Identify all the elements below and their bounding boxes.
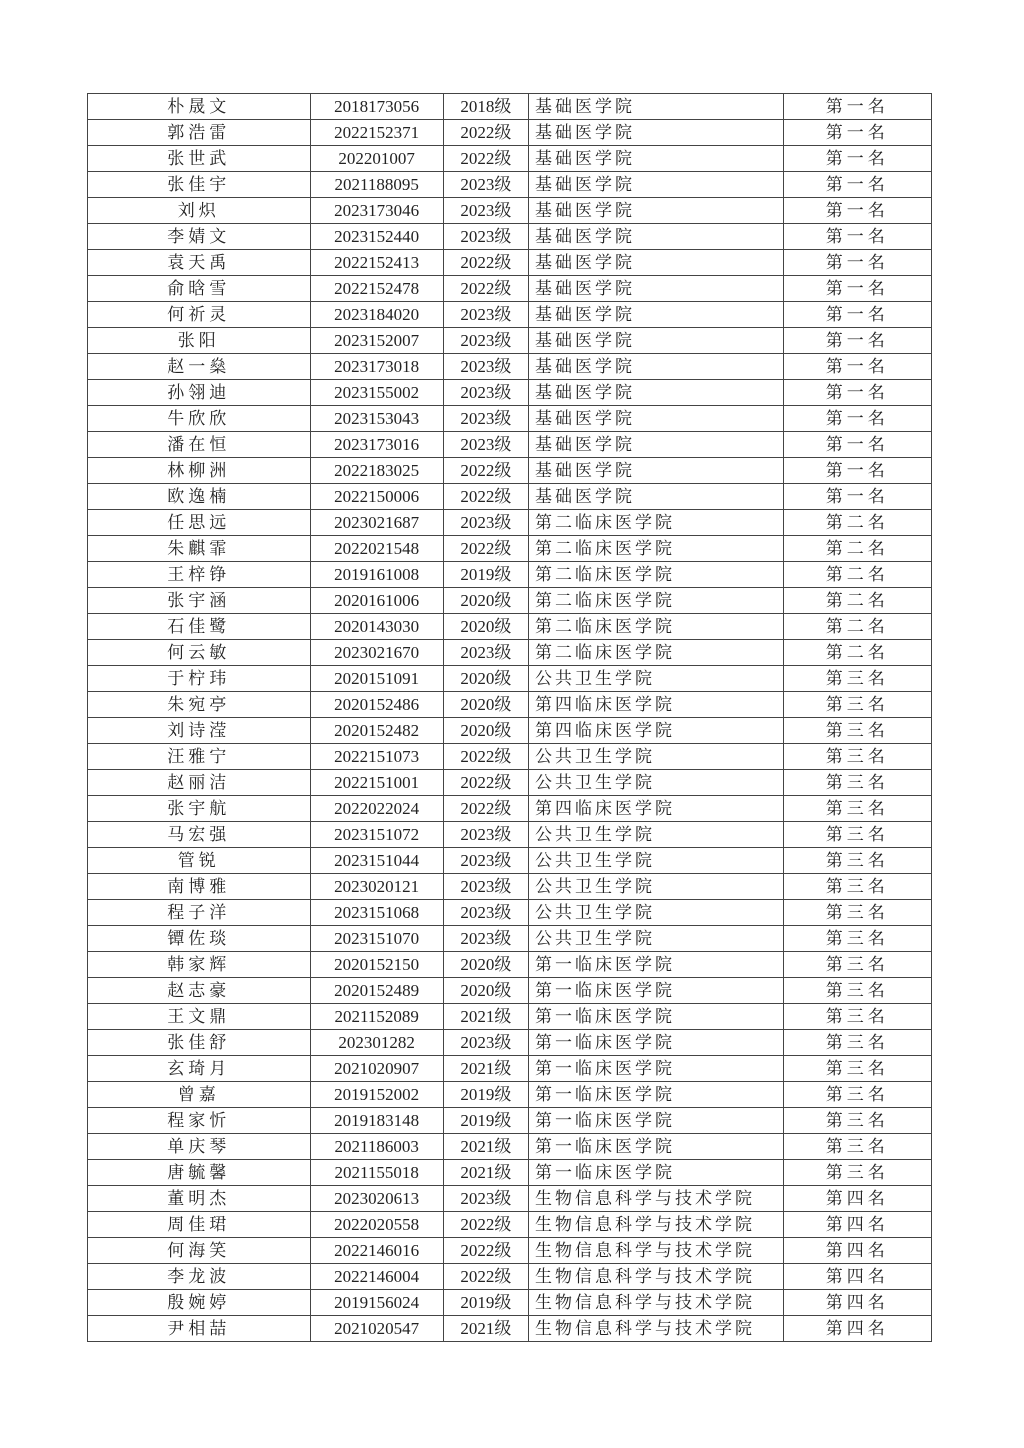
table-row bbox=[88, 978, 932, 1004]
rank-cell: 第二名 bbox=[783, 640, 931, 666]
student-name-cell: 赵一燊 bbox=[88, 354, 311, 380]
college-cell: 基础医学院 bbox=[529, 302, 784, 328]
rank-cell: 第二名 bbox=[783, 510, 931, 536]
student-id-cell: 2021186003 bbox=[310, 1134, 443, 1160]
student-id-cell: 2023151070 bbox=[310, 926, 443, 952]
college-cell: 第一临床医学院 bbox=[529, 1056, 784, 1082]
college-cell: 基础医学院 bbox=[529, 432, 784, 458]
grade-cell: 2022级 bbox=[443, 250, 528, 276]
rank-cell: 第一名 bbox=[783, 172, 931, 198]
student-id-cell: 2022151073 bbox=[310, 744, 443, 770]
student-name-cell: 朱麒霏 bbox=[88, 536, 311, 562]
grade-cell: 2020级 bbox=[443, 666, 528, 692]
table-row bbox=[88, 1108, 932, 1134]
college-cell: 第四临床医学院 bbox=[529, 796, 784, 822]
grade-cell: 2023级 bbox=[443, 380, 528, 406]
student-name-cell: 管锐 bbox=[88, 848, 311, 874]
student-name-cell: 曾嘉 bbox=[88, 1082, 311, 1108]
rank-cell: 第一名 bbox=[783, 380, 931, 406]
grade-cell: 2020级 bbox=[443, 588, 528, 614]
college-cell: 基础医学院 bbox=[529, 250, 784, 276]
student-id-cell: 2022146016 bbox=[310, 1238, 443, 1264]
student-id-cell: 2020152486 bbox=[310, 692, 443, 718]
student-id-cell: 2023021670 bbox=[310, 640, 443, 666]
grade-cell: 2023级 bbox=[443, 1186, 528, 1212]
grade-cell: 2020级 bbox=[443, 952, 528, 978]
student-name-cell: 何祈灵 bbox=[88, 302, 311, 328]
table-row bbox=[88, 510, 932, 536]
table-row bbox=[88, 744, 932, 770]
table-row bbox=[88, 224, 932, 250]
rank-cell: 第二名 bbox=[783, 614, 931, 640]
table-row bbox=[88, 1082, 932, 1108]
student-name-cell: 程子洋 bbox=[88, 900, 311, 926]
student-id-cell: 2022021548 bbox=[310, 536, 443, 562]
table-row bbox=[88, 796, 932, 822]
grade-cell: 2022级 bbox=[443, 1212, 528, 1238]
student-id-cell: 202201007 bbox=[310, 146, 443, 172]
student-id-cell: 202301282 bbox=[310, 1030, 443, 1056]
student-id-cell: 2020152150 bbox=[310, 952, 443, 978]
student-id-cell: 2023020121 bbox=[310, 874, 443, 900]
rank-cell: 第三名 bbox=[783, 718, 931, 744]
table-row bbox=[88, 1160, 932, 1186]
student-id-cell: 2022151001 bbox=[310, 770, 443, 796]
grade-cell: 2023级 bbox=[443, 510, 528, 536]
college-cell: 基础医学院 bbox=[529, 276, 784, 302]
table-row bbox=[88, 640, 932, 666]
table-row bbox=[88, 250, 932, 276]
grade-cell: 2022级 bbox=[443, 1264, 528, 1290]
rank-cell: 第四名 bbox=[783, 1212, 931, 1238]
student-name-cell: 南博雅 bbox=[88, 874, 311, 900]
student-id-cell: 2023151072 bbox=[310, 822, 443, 848]
student-id-cell: 2022146004 bbox=[310, 1264, 443, 1290]
student-name-cell: 石佳鹭 bbox=[88, 614, 311, 640]
student-id-cell: 2023173046 bbox=[310, 198, 443, 224]
grade-cell: 2021级 bbox=[443, 1134, 528, 1160]
student-name-cell: 张世武 bbox=[88, 146, 311, 172]
table-row bbox=[88, 926, 932, 952]
student-name-cell: 王梓铮 bbox=[88, 562, 311, 588]
student-id-cell: 2018173056 bbox=[310, 94, 443, 120]
table-row bbox=[88, 328, 932, 354]
table-row bbox=[88, 146, 932, 172]
student-id-cell: 2020161006 bbox=[310, 588, 443, 614]
table-row bbox=[88, 718, 932, 744]
student-name-cell: 刘炽 bbox=[88, 198, 311, 224]
student-name-cell: 王文鼎 bbox=[88, 1004, 311, 1030]
table-row bbox=[88, 1186, 932, 1212]
student-name-cell: 赵丽洁 bbox=[88, 770, 311, 796]
table-row bbox=[88, 354, 932, 380]
grade-cell: 2021级 bbox=[443, 1004, 528, 1030]
grade-cell: 2023级 bbox=[443, 328, 528, 354]
grade-cell: 2022级 bbox=[443, 120, 528, 146]
student-id-cell: 2021188095 bbox=[310, 172, 443, 198]
college-cell: 基础医学院 bbox=[529, 484, 784, 510]
rank-cell: 第三名 bbox=[783, 926, 931, 952]
rank-cell: 第四名 bbox=[783, 1238, 931, 1264]
rank-cell: 第三名 bbox=[783, 1082, 931, 1108]
grade-cell: 2023级 bbox=[443, 640, 528, 666]
rank-cell: 第三名 bbox=[783, 1056, 931, 1082]
student-name-cell: 张佳宇 bbox=[88, 172, 311, 198]
grade-cell: 2023级 bbox=[443, 406, 528, 432]
college-cell: 基础医学院 bbox=[529, 328, 784, 354]
rank-cell: 第一名 bbox=[783, 484, 931, 510]
table-row bbox=[88, 666, 932, 692]
student-id-cell: 2021152089 bbox=[310, 1004, 443, 1030]
rank-cell: 第一名 bbox=[783, 94, 931, 120]
rank-cell: 第三名 bbox=[783, 822, 931, 848]
college-cell: 第一临床医学院 bbox=[529, 1004, 784, 1030]
student-name-cell: 韩家辉 bbox=[88, 952, 311, 978]
grade-cell: 2022级 bbox=[443, 744, 528, 770]
student-name-cell: 孙翎迪 bbox=[88, 380, 311, 406]
college-cell: 基础医学院 bbox=[529, 406, 784, 432]
college-cell: 第二临床医学院 bbox=[529, 562, 784, 588]
student-name-cell: 刘诗滢 bbox=[88, 718, 311, 744]
grade-cell: 2023级 bbox=[443, 822, 528, 848]
student-name-cell: 何云敏 bbox=[88, 640, 311, 666]
college-cell: 第一临床医学院 bbox=[529, 952, 784, 978]
grade-cell: 2020级 bbox=[443, 978, 528, 1004]
student-id-cell: 2022152371 bbox=[310, 120, 443, 146]
student-name-cell: 郭浩雷 bbox=[88, 120, 311, 146]
college-cell: 基础医学院 bbox=[529, 172, 784, 198]
rank-cell: 第四名 bbox=[783, 1264, 931, 1290]
student-id-cell: 2023151068 bbox=[310, 900, 443, 926]
student-name-cell: 尹相喆 bbox=[88, 1316, 311, 1342]
college-cell: 第二临床医学院 bbox=[529, 640, 784, 666]
student-name-cell: 张宇涵 bbox=[88, 588, 311, 614]
table-row bbox=[88, 848, 932, 874]
rank-cell: 第一名 bbox=[783, 406, 931, 432]
table-row bbox=[88, 900, 932, 926]
student-name-cell: 潘在恒 bbox=[88, 432, 311, 458]
student-name-cell: 牛欣欣 bbox=[88, 406, 311, 432]
student-id-cell: 2021020907 bbox=[310, 1056, 443, 1082]
college-cell: 第四临床医学院 bbox=[529, 718, 784, 744]
student-id-cell: 2023152007 bbox=[310, 328, 443, 354]
student-name-cell: 俞晗雪 bbox=[88, 276, 311, 302]
college-cell: 基础医学院 bbox=[529, 380, 784, 406]
rank-cell: 第三名 bbox=[783, 848, 931, 874]
student-id-cell: 2019156024 bbox=[310, 1290, 443, 1316]
table-row bbox=[88, 614, 932, 640]
rank-cell: 第四名 bbox=[783, 1290, 931, 1316]
college-cell: 公共卫生学院 bbox=[529, 926, 784, 952]
student-id-cell: 2022152478 bbox=[310, 276, 443, 302]
rank-cell: 第一名 bbox=[783, 458, 931, 484]
table-row bbox=[88, 1264, 932, 1290]
table-row bbox=[88, 1004, 932, 1030]
college-cell: 公共卫生学院 bbox=[529, 874, 784, 900]
college-cell: 第二临床医学院 bbox=[529, 588, 784, 614]
grade-cell: 2021级 bbox=[443, 1056, 528, 1082]
table-row bbox=[88, 1030, 932, 1056]
student-id-cell: 2023020613 bbox=[310, 1186, 443, 1212]
table-row bbox=[88, 172, 932, 198]
grade-cell: 2020级 bbox=[443, 718, 528, 744]
grade-cell: 2022级 bbox=[443, 276, 528, 302]
rank-cell: 第三名 bbox=[783, 952, 931, 978]
student-name-cell: 林柳洲 bbox=[88, 458, 311, 484]
student-name-cell: 马宏强 bbox=[88, 822, 311, 848]
college-cell: 生物信息科学与技术学院 bbox=[529, 1290, 784, 1316]
student-name-cell: 汪雅宁 bbox=[88, 744, 311, 770]
college-cell: 第四临床医学院 bbox=[529, 692, 784, 718]
rank-cell: 第三名 bbox=[783, 978, 931, 1004]
table-row bbox=[88, 1056, 932, 1082]
rank-cell: 第三名 bbox=[783, 666, 931, 692]
grade-cell: 2022级 bbox=[443, 770, 528, 796]
college-cell: 基础医学院 bbox=[529, 224, 784, 250]
grade-cell: 2023级 bbox=[443, 848, 528, 874]
student-name-cell: 朴晟文 bbox=[88, 94, 311, 120]
table-row bbox=[88, 770, 932, 796]
student-id-cell: 2019183148 bbox=[310, 1108, 443, 1134]
student-id-cell: 2019161008 bbox=[310, 562, 443, 588]
grade-cell: 2022级 bbox=[443, 484, 528, 510]
rank-cell: 第一名 bbox=[783, 276, 931, 302]
student-name-cell: 朱宛亭 bbox=[88, 692, 311, 718]
grade-cell: 2022级 bbox=[443, 146, 528, 172]
rank-cell: 第四名 bbox=[783, 1186, 931, 1212]
student-id-cell: 2022150006 bbox=[310, 484, 443, 510]
college-cell: 基础医学院 bbox=[529, 354, 784, 380]
grade-cell: 2020级 bbox=[443, 614, 528, 640]
student-id-cell: 2023155002 bbox=[310, 380, 443, 406]
student-name-cell: 镡佐琰 bbox=[88, 926, 311, 952]
table-row bbox=[88, 874, 932, 900]
student-name-cell: 玄琦月 bbox=[88, 1056, 311, 1082]
table-row bbox=[88, 1212, 932, 1238]
rank-cell: 第三名 bbox=[783, 900, 931, 926]
college-cell: 生物信息科学与技术学院 bbox=[529, 1238, 784, 1264]
student-name-cell: 张阳 bbox=[88, 328, 311, 354]
college-cell: 第二临床医学院 bbox=[529, 536, 784, 562]
student-name-cell: 单庆琴 bbox=[88, 1134, 311, 1160]
grade-cell: 2019级 bbox=[443, 562, 528, 588]
table-row bbox=[88, 198, 932, 224]
grade-cell: 2020级 bbox=[443, 692, 528, 718]
college-cell: 基础医学院 bbox=[529, 120, 784, 146]
table-row bbox=[88, 1134, 932, 1160]
student-name-cell: 欧逸楠 bbox=[88, 484, 311, 510]
student-id-cell: 2020152482 bbox=[310, 718, 443, 744]
grade-cell: 2019级 bbox=[443, 1290, 528, 1316]
student-id-cell: 2021155018 bbox=[310, 1160, 443, 1186]
student-id-cell: 2020143030 bbox=[310, 614, 443, 640]
college-cell: 基础医学院 bbox=[529, 94, 784, 120]
table-row bbox=[88, 432, 932, 458]
college-cell: 生物信息科学与技术学院 bbox=[529, 1186, 784, 1212]
student-id-cell: 2023173016 bbox=[310, 432, 443, 458]
student-name-cell: 李婧文 bbox=[88, 224, 311, 250]
college-cell: 第二临床医学院 bbox=[529, 614, 784, 640]
table-row bbox=[88, 458, 932, 484]
student-id-cell: 2022022024 bbox=[310, 796, 443, 822]
rank-cell: 第二名 bbox=[783, 562, 931, 588]
student-id-cell: 2023151044 bbox=[310, 848, 443, 874]
student-id-cell: 2019152002 bbox=[310, 1082, 443, 1108]
college-cell: 公共卫生学院 bbox=[529, 900, 784, 926]
grade-cell: 2023级 bbox=[443, 302, 528, 328]
rank-cell: 第三名 bbox=[783, 770, 931, 796]
table-row bbox=[88, 692, 932, 718]
table-row bbox=[88, 94, 932, 120]
student-name-cell: 赵志豪 bbox=[88, 978, 311, 1004]
college-cell: 生物信息科学与技术学院 bbox=[529, 1212, 784, 1238]
student-id-cell: 2022020558 bbox=[310, 1212, 443, 1238]
rank-cell: 第三名 bbox=[783, 1030, 931, 1056]
rank-cell: 第一名 bbox=[783, 354, 931, 380]
grade-cell: 2023级 bbox=[443, 874, 528, 900]
grade-cell: 2019级 bbox=[443, 1082, 528, 1108]
college-cell: 生物信息科学与技术学院 bbox=[529, 1316, 784, 1342]
student-id-cell: 2022152413 bbox=[310, 250, 443, 276]
student-id-cell: 2020151091 bbox=[310, 666, 443, 692]
rank-cell: 第二名 bbox=[783, 536, 931, 562]
student-name-cell: 殷婉婷 bbox=[88, 1290, 311, 1316]
grade-cell: 2023级 bbox=[443, 172, 528, 198]
grade-cell: 2023级 bbox=[443, 224, 528, 250]
rank-cell: 第四名 bbox=[783, 1316, 931, 1342]
grade-cell: 2022级 bbox=[443, 1238, 528, 1264]
rank-cell: 第三名 bbox=[783, 874, 931, 900]
student-name-cell: 何海笑 bbox=[88, 1238, 311, 1264]
college-cell: 第一临床医学院 bbox=[529, 1160, 784, 1186]
rank-cell: 第三名 bbox=[783, 744, 931, 770]
student-id-cell: 2023173018 bbox=[310, 354, 443, 380]
rank-cell: 第一名 bbox=[783, 146, 931, 172]
student-name-cell: 李龙波 bbox=[88, 1264, 311, 1290]
student-id-cell: 2023152440 bbox=[310, 224, 443, 250]
table-row bbox=[88, 562, 932, 588]
rank-cell: 第二名 bbox=[783, 588, 931, 614]
rank-cell: 第三名 bbox=[783, 1134, 931, 1160]
table-row bbox=[88, 276, 932, 302]
college-cell: 公共卫生学院 bbox=[529, 744, 784, 770]
college-cell: 基础医学院 bbox=[529, 146, 784, 172]
table-row bbox=[88, 406, 932, 432]
student-name-cell: 张宇航 bbox=[88, 796, 311, 822]
grade-cell: 2018级 bbox=[443, 94, 528, 120]
award-list-table bbox=[87, 93, 932, 1342]
college-cell: 基础医学院 bbox=[529, 458, 784, 484]
rank-cell: 第一名 bbox=[783, 328, 931, 354]
student-id-cell: 2022183025 bbox=[310, 458, 443, 484]
college-cell: 基础医学院 bbox=[529, 198, 784, 224]
college-cell: 公共卫生学院 bbox=[529, 666, 784, 692]
grade-cell: 2021级 bbox=[443, 1316, 528, 1342]
rank-cell: 第三名 bbox=[783, 1160, 931, 1186]
student-name-cell: 程家忻 bbox=[88, 1108, 311, 1134]
grade-cell: 2022级 bbox=[443, 796, 528, 822]
rank-cell: 第一名 bbox=[783, 432, 931, 458]
student-name-cell: 董明杰 bbox=[88, 1186, 311, 1212]
grade-cell: 2023级 bbox=[443, 900, 528, 926]
college-cell: 生物信息科学与技术学院 bbox=[529, 1264, 784, 1290]
grade-cell: 2022级 bbox=[443, 458, 528, 484]
table-row bbox=[88, 536, 932, 562]
student-name-cell: 唐毓馨 bbox=[88, 1160, 311, 1186]
rank-cell: 第一名 bbox=[783, 302, 931, 328]
rank-cell: 第一名 bbox=[783, 198, 931, 224]
rank-cell: 第三名 bbox=[783, 796, 931, 822]
grade-cell: 2019级 bbox=[443, 1108, 528, 1134]
grade-cell: 2023级 bbox=[443, 354, 528, 380]
college-cell: 第一临床医学院 bbox=[529, 1108, 784, 1134]
student-id-cell: 2023021687 bbox=[310, 510, 443, 536]
student-name-cell: 任思远 bbox=[88, 510, 311, 536]
grade-cell: 2021级 bbox=[443, 1160, 528, 1186]
college-cell: 第二临床医学院 bbox=[529, 510, 784, 536]
student-id-cell: 2023184020 bbox=[310, 302, 443, 328]
college-cell: 公共卫生学院 bbox=[529, 822, 784, 848]
rank-cell: 第一名 bbox=[783, 224, 931, 250]
student-id-cell: 2023153043 bbox=[310, 406, 443, 432]
college-cell: 公共卫生学院 bbox=[529, 770, 784, 796]
rank-cell: 第三名 bbox=[783, 1108, 931, 1134]
student-name-cell: 袁天禹 bbox=[88, 250, 311, 276]
rank-cell: 第一名 bbox=[783, 120, 931, 146]
student-id-cell: 2020152489 bbox=[310, 978, 443, 1004]
student-id-cell: 2021020547 bbox=[310, 1316, 443, 1342]
rank-cell: 第三名 bbox=[783, 692, 931, 718]
student-name-cell: 于柠玮 bbox=[88, 666, 311, 692]
college-cell: 第一临床医学院 bbox=[529, 1030, 784, 1056]
table-row bbox=[88, 120, 932, 146]
rank-cell: 第三名 bbox=[783, 1004, 931, 1030]
student-name-cell: 张佳舒 bbox=[88, 1030, 311, 1056]
table-row bbox=[88, 1290, 932, 1316]
table-row bbox=[88, 1316, 932, 1342]
table-row bbox=[88, 588, 932, 614]
table-row bbox=[88, 380, 932, 406]
grade-cell: 2023级 bbox=[443, 198, 528, 224]
table-body bbox=[88, 94, 932, 1342]
table-row bbox=[88, 302, 932, 328]
table-row bbox=[88, 822, 932, 848]
table-row bbox=[88, 1238, 932, 1264]
rank-cell: 第一名 bbox=[783, 250, 931, 276]
college-cell: 第一临床医学院 bbox=[529, 1134, 784, 1160]
college-cell: 第一临床医学院 bbox=[529, 978, 784, 1004]
table-row bbox=[88, 484, 932, 510]
grade-cell: 2023级 bbox=[443, 432, 528, 458]
grade-cell: 2023级 bbox=[443, 1030, 528, 1056]
college-cell: 第一临床医学院 bbox=[529, 1082, 784, 1108]
grade-cell: 2023级 bbox=[443, 926, 528, 952]
grade-cell: 2022级 bbox=[443, 536, 528, 562]
table-row bbox=[88, 952, 932, 978]
college-cell: 公共卫生学院 bbox=[529, 848, 784, 874]
student-name-cell: 周佳珺 bbox=[88, 1212, 311, 1238]
